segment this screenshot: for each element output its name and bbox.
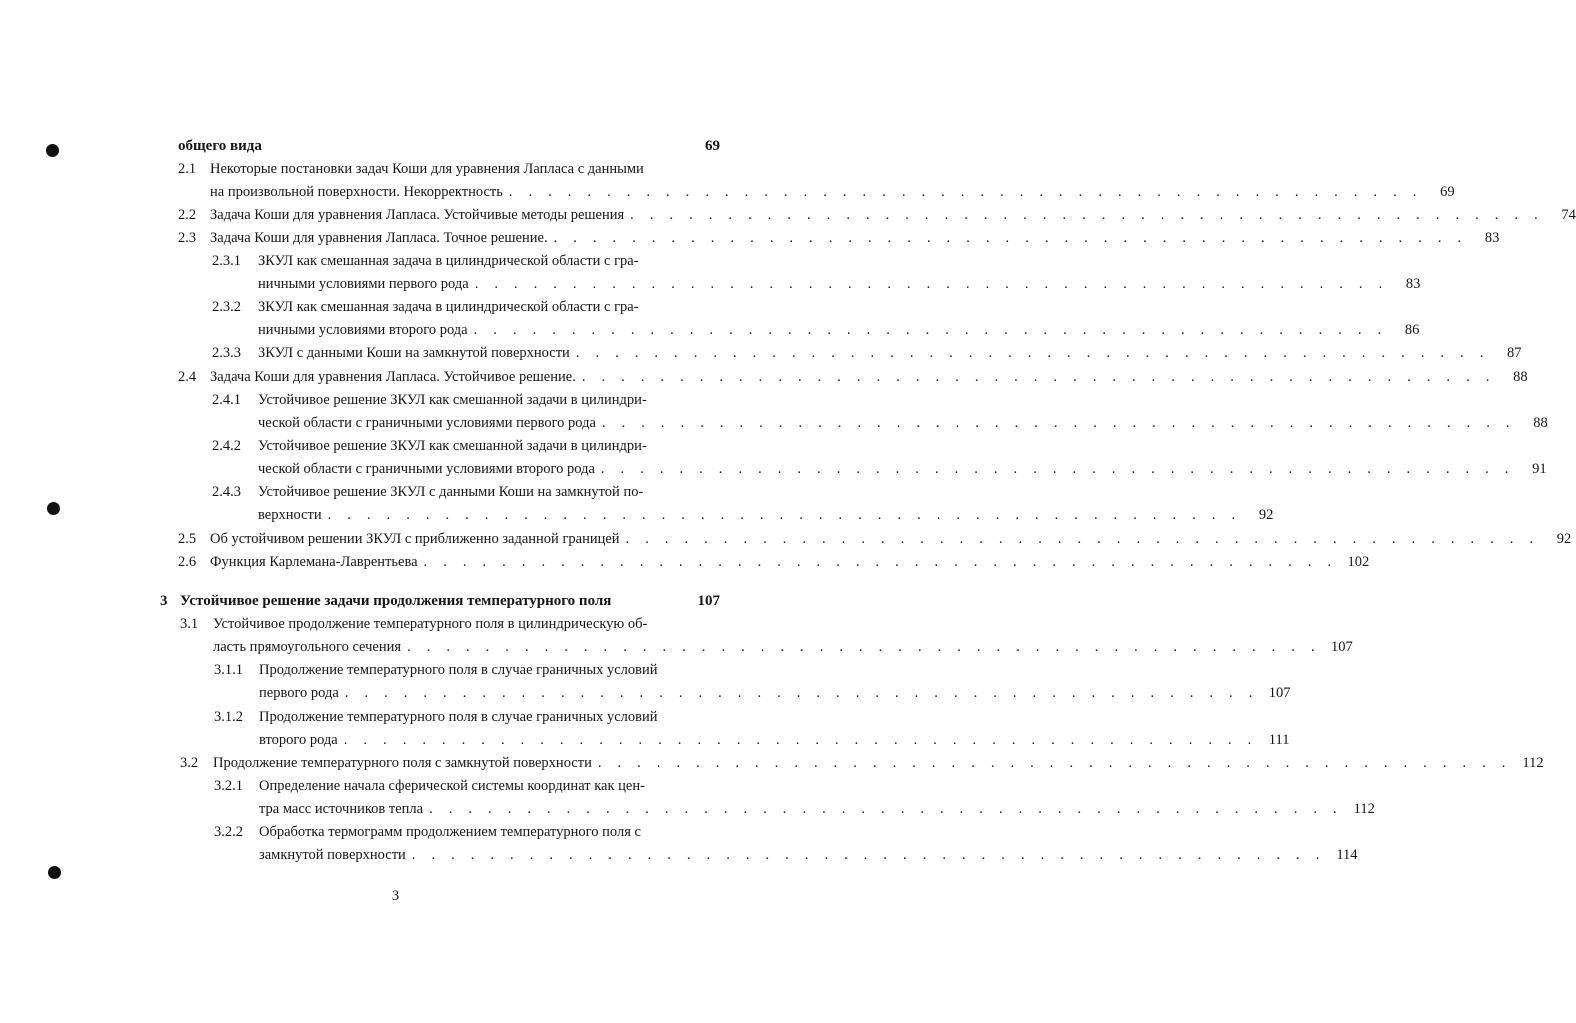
toc-entry-number: 3.2.2 <box>214 824 243 840</box>
toc-entry-title: верхности <box>258 507 322 523</box>
toc-entry-number: 2.4.1 <box>212 392 241 408</box>
toc-entry-page: 91 <box>1532 461 1547 477</box>
toc-entry-page: 107 <box>1268 685 1291 701</box>
dot-leader: . . . . . . . . . . . . . . . . . . . . . . . . . . . . . . . . . . . . . . . . . . . . . . . <box>581 369 1496 385</box>
toc-entry-title: Устойчивое продолжение температурного поля в цилиндрическую об- <box>213 616 648 632</box>
dot-leader: . . . . . . . . . . . . . . . . . . . . . . . . . . . . . . . . . . . . . . . . . . . . . . . <box>429 801 1343 817</box>
toc-entry-page: 83 <box>1405 276 1421 292</box>
toc-chapter-number: 3 <box>160 593 168 609</box>
toc-entry-title: Продолжение температурного поля в случае граничных условий <box>259 709 658 725</box>
toc-entry-number: 3.2.1 <box>214 778 243 794</box>
dot-leader: . . . . . . . . . . . . . . . . . . . . . . . . . . . . . . . . . . . . . . . . . . . . . . . <box>508 184 1423 200</box>
toc-entry-number: 2.3.1 <box>212 253 241 269</box>
toc-entry-page: 92 <box>1556 531 1572 547</box>
toc-entry-page: 69 <box>1440 184 1455 200</box>
dot-leader: . . . . . . . . . . . . . . . . . . . . . . . . . . . . . . . . . . . . . . . . . . . . . . . <box>344 685 1259 701</box>
toc-entry-title: Продолжение температурного поля в случае граничных условий <box>259 662 658 678</box>
dot-leader: . . . . . . . . . . . . . . . . . . . . . . . . . . . . . . . . . . . . . . . . . . . . . . . <box>553 230 1468 246</box>
dot-leader: . . . . . . . . . . . . . . . . . . . . . . . . . . . . . . . . . . . . . . . . . . . . . . . <box>423 554 1338 570</box>
toc-entry-title: на произвольной поверхности. Некорректность <box>210 184 503 200</box>
dot-leader: . . . . . . . . . . . . . . . . . . . . . . . . . . . . . . . . . . . . . . . . . . . . . . . <box>625 531 1540 547</box>
toc-entry-title: второго рода <box>259 732 338 748</box>
dot-leader: . . . . . . . . . . . . . . . . . . . . . . . . . . . . . . . . . . . . . . . . . . . . . . . <box>601 415 1516 431</box>
toc-entry-title: ЗКУЛ как смешанная задача в цилиндрической области с гра- <box>258 253 639 269</box>
toc-entry-number: 2.2 <box>178 207 197 223</box>
toc-entry-page: 87 <box>1507 345 1522 361</box>
toc-entry-title: ческой области с граничными условиями второго рода <box>258 461 595 477</box>
toc-entry-number: 3.1.1 <box>214 662 243 678</box>
toc-entry-title: ЗКУЛ как смешанная задача в цилиндрической области с гра- <box>258 299 639 315</box>
toc-entry-page: 114 <box>1336 847 1358 863</box>
toc-entry-title: ЗКУЛ с данными Коши на замкнутой поверхности <box>258 345 570 361</box>
dot-leader: . . . . . . . . . . . . . . . . . . . . . . . . . . . . . . . . . . . . . . . . . . . . . . . <box>473 322 1388 338</box>
dot-leader: . . . . . . . . . . . . . . . . . . . . . . . . . . . . . . . . . . . . . . . . . . . . . . . <box>630 207 1544 223</box>
toc-entry-number: 2.3 <box>178 230 197 246</box>
toc-entry-title: Функция Карлемана-Лаврентьева <box>210 554 418 570</box>
toc-entry-number: 3.1.2 <box>214 709 243 725</box>
dot-leader: . . . . . . . . . . . . . . . . . . . . . . . . . . . . . . . . . . . . . . . . . . . . . . . <box>474 276 1389 292</box>
toc-entry-title: ласть прямоугольного сечения <box>213 639 402 655</box>
toc-entry-title: тра масс источников тепла <box>259 801 424 817</box>
toc-entry-title: Устойчивое решение ЗКУЛ как смешанной задачи в цилиндри- <box>258 438 647 454</box>
toc-entry-page: 88 <box>1533 415 1548 431</box>
toc-entry-page: 111 <box>1268 732 1290 748</box>
toc-entry-title: ничными условиями первого рода <box>258 276 469 292</box>
toc-entry-title: Задача Коши для уравнения Лапласа. Точное решение. <box>210 230 548 246</box>
toc-entry-page: 112 <box>1353 801 1375 817</box>
toc-entry-number: 3.1 <box>180 616 199 632</box>
toc-entry-title: Об устойчивом решении ЗКУЛ с приближенно заданной границей <box>210 531 620 547</box>
toc-entry-page: 83 <box>1484 230 1500 246</box>
toc-entry-title: ческой области с граничными условиями первого рода <box>258 415 596 431</box>
toc-entry-title: общего вида <box>178 138 262 154</box>
toc-entry-page: 69 <box>705 138 720 154</box>
page-number: 3 <box>391 888 400 904</box>
toc-entry-page: 88 <box>1513 369 1528 385</box>
toc-entry-title: Продолжение температурного поля с замкнутой поверхности <box>213 755 592 771</box>
toc-chapter-title: Устойчивое решение задачи продолжения температурного поля <box>180 593 612 609</box>
toc-entry-title: Обработка термограмм продолжением температурного поля с <box>259 824 641 840</box>
toc-entry-number: 2.4.3 <box>212 484 241 500</box>
toc-entry-number: 3.2 <box>180 755 199 771</box>
toc-entry-title: Некоторые постановки задач Коши для уравнения Лапласа с данными <box>210 161 644 177</box>
toc-chapter-page: 107 <box>697 593 720 609</box>
toc-entry-page: 107 <box>1331 639 1353 655</box>
dot-leader: . . . . . . . . . . . . . . . . . . . . . . . . . . . . . . . . . . . . . . . . . . . . . . . <box>600 461 1515 477</box>
dot-leader: . . . . . . . . . . . . . . . . . . . . . . . . . . . . . . . . . . . . . . . . . . . . . . . <box>343 732 1258 748</box>
toc-entry-page: 102 <box>1347 554 1370 570</box>
toc-entry-number: 2.4.2 <box>212 438 241 454</box>
toc-entry-page: 86 <box>1404 322 1420 338</box>
toc-entry-title: Устойчивое решение ЗКУЛ с данными Коши на замкнутой по- <box>258 484 644 500</box>
toc-entry-title: Определение начала сферической системы координат как цен- <box>259 778 645 794</box>
toc-entry-number: 2.6 <box>178 554 197 570</box>
toc-entry-number: 2.3.2 <box>212 299 241 315</box>
toc-entry-title: замкнутой поверхности <box>259 847 406 863</box>
toc-entry-number: 2.5 <box>178 531 197 547</box>
toc-entry-page: 112 <box>1522 755 1544 771</box>
toc-entry-title: Задача Коши для уравнения Лапласа. Устойчивые методы решения <box>210 207 625 223</box>
toc-entry-number: 2.1 <box>178 161 197 177</box>
toc-entry-title: Устойчивое решение ЗКУЛ как смешанной задачи в цилиндри- <box>258 392 647 408</box>
toc-entry-title: Задача Коши для уравнения Лапласа. Устойчивое решение. <box>210 369 576 385</box>
toc-entry-number: 2.4 <box>178 369 197 385</box>
punch-hole-mark <box>47 502 60 515</box>
dot-leader: . . . . . . . . . . . . . . . . . . . . . . . . . . . . . . . . . . . . . . . . . . . . . . . <box>411 847 1326 863</box>
dot-leader: . . . . . . . . . . . . . . . . . . . . . . . . . . . . . . . . . . . . . . . . . . . . . . . <box>575 345 1490 361</box>
punch-hole-mark <box>48 866 61 879</box>
toc-entry-number: 2.3.3 <box>212 345 241 361</box>
dot-leader: . . . . . . . . . . . . . . . . . . . . . . . . . . . . . . . . . . . . . . . . . . . . . . . <box>407 639 1321 655</box>
punch-hole-mark <box>46 144 59 157</box>
dot-leader: . . . . . . . . . . . . . . . . . . . . . . . . . . . . . . . . . . . . . . . . . . . . . . . <box>327 507 1242 523</box>
toc-entry-title: ничными условиями второго рода <box>258 322 468 338</box>
toc-entry-page: 74 <box>1561 207 1576 223</box>
dot-leader: . . . . . . . . . . . . . . . . . . . . . . . . . . . . . . . . . . . . . . . . . . . . . . . <box>597 755 1512 771</box>
toc-entry-title: первого рода <box>259 685 339 701</box>
toc-entry-page: 92 <box>1258 507 1274 523</box>
